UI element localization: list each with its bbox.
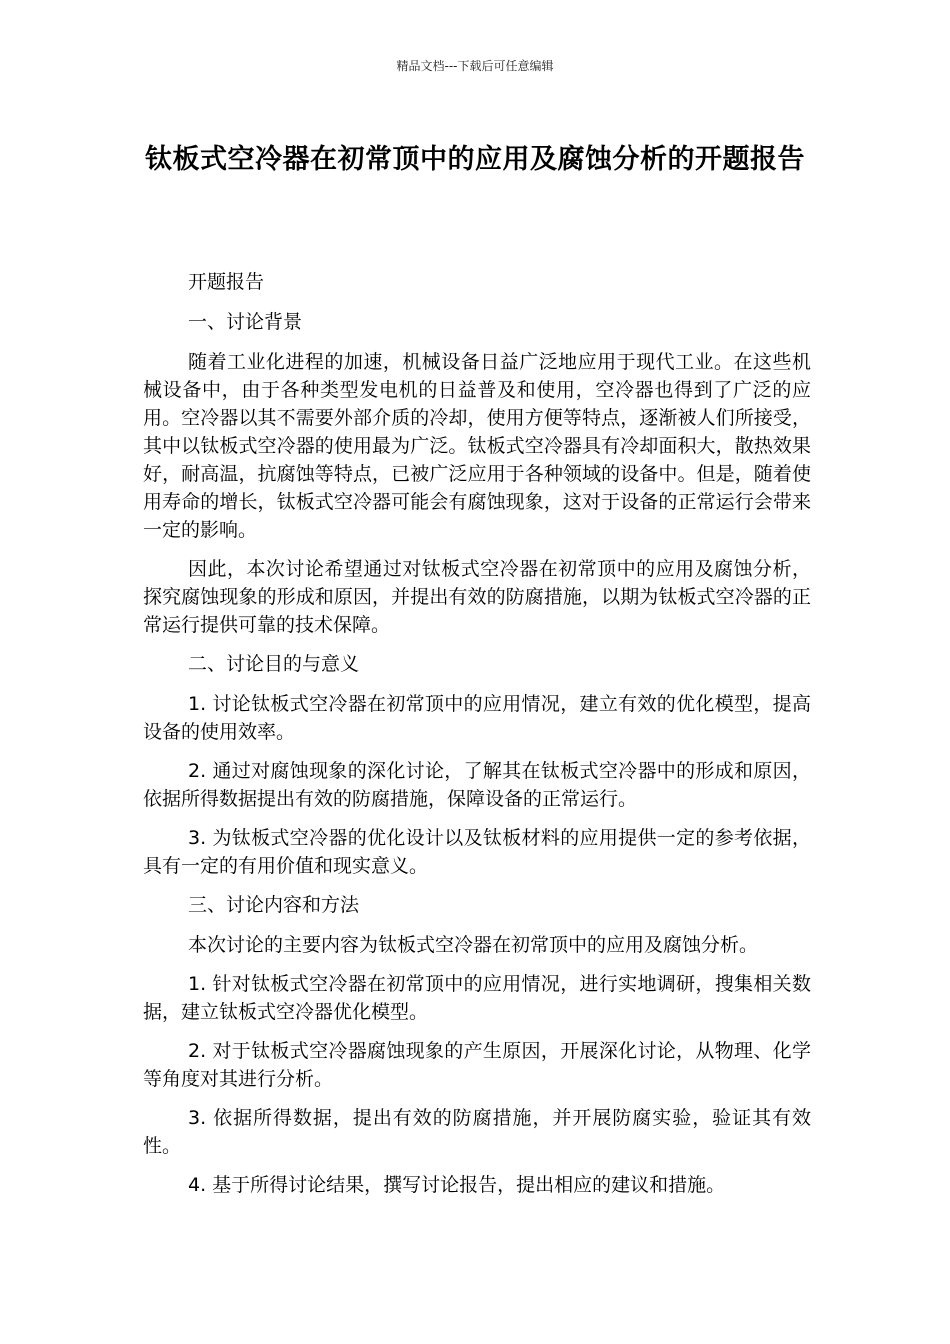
section-label: 开题报告 [188,271,265,293]
section-heading: 三、讨论内容和方法 [188,894,360,916]
paragraph: 随着工业化进程的加速，机械设备日益广泛地应用于现代工业。在这些机械设备中，由于各种类型发电机的日益普及和使用，空冷器也得到了广泛的应用。空冷器以其不需要外部介质的冷却，使用方便等特点，逐渐被人们所接受，其中以钛板式空冷器的使用最为广泛。钛板式空冷器具有冷却面积大，散热效果好，耐高温，抗腐蚀等特点，已被广泛应用于各种领域的设备中。但是，随着使用寿命的增长，钛板式空冷器可能会有腐蚀现象，这对于设备的正常运行会带来一定的影响。 [143,351,811,541]
list-item: 1. 讨论钛板式空冷器在初常顶中的应用情况，建立有效的优化模型，提高设备的使用效率。 [143,693,811,743]
list-item: 2. 对于钛板式空冷器腐蚀现象的产生原因，开展深化讨论，从物理、化学等角度对其进行分析。 [143,1040,811,1090]
section-heading: 二、讨论目的与意义 [188,653,360,675]
document-body [143,268,811,1210]
list-item: 2. 通过对腐蚀现象的深化讨论，了解其在钛板式空冷器中的形成和原因，依据所得数据提出有效的防腐措施，保障设备的正常运行。 [143,760,811,810]
list-item: 4. 基于所得讨论结果，撰写讨论报告，提出相应的建议和措施。 [188,1174,726,1196]
document-title: 钛板式空冷器在初常顶中的应用及腐蚀分析的开题报告 [145,144,805,175]
list-item: 3. 依据所得数据，提出有效的防腐措施，并开展防腐实验，验证其有效性。 [143,1107,811,1157]
paragraph: 因此，本次讨论希望通过对钛板式空冷器在初常顶中的应用及腐蚀分析，探究腐蚀现象的形成和原因，并提出有效的防腐措施，以期为钛板式空冷器的正常运行提供可靠的技术保障。 [143,558,811,636]
header-note: 精品文档---下载后可任意编辑 [396,59,554,73]
list-item: 3. 为钛板式空冷器的优化设计以及钛板材料的应用提供一定的参考依据，具有一定的有用价值和现实意义。 [143,827,811,877]
section-heading: 一、讨论背景 [188,311,303,333]
list-item: 1. 针对钛板式空冷器在初常顶中的应用情况，进行实地调研，搜集相关数据，建立钛板式空冷器优化模型。 [143,973,811,1023]
paragraph: 本次讨论的主要内容为钛板式空冷器在初常顶中的应用及腐蚀分析。 [188,934,759,956]
